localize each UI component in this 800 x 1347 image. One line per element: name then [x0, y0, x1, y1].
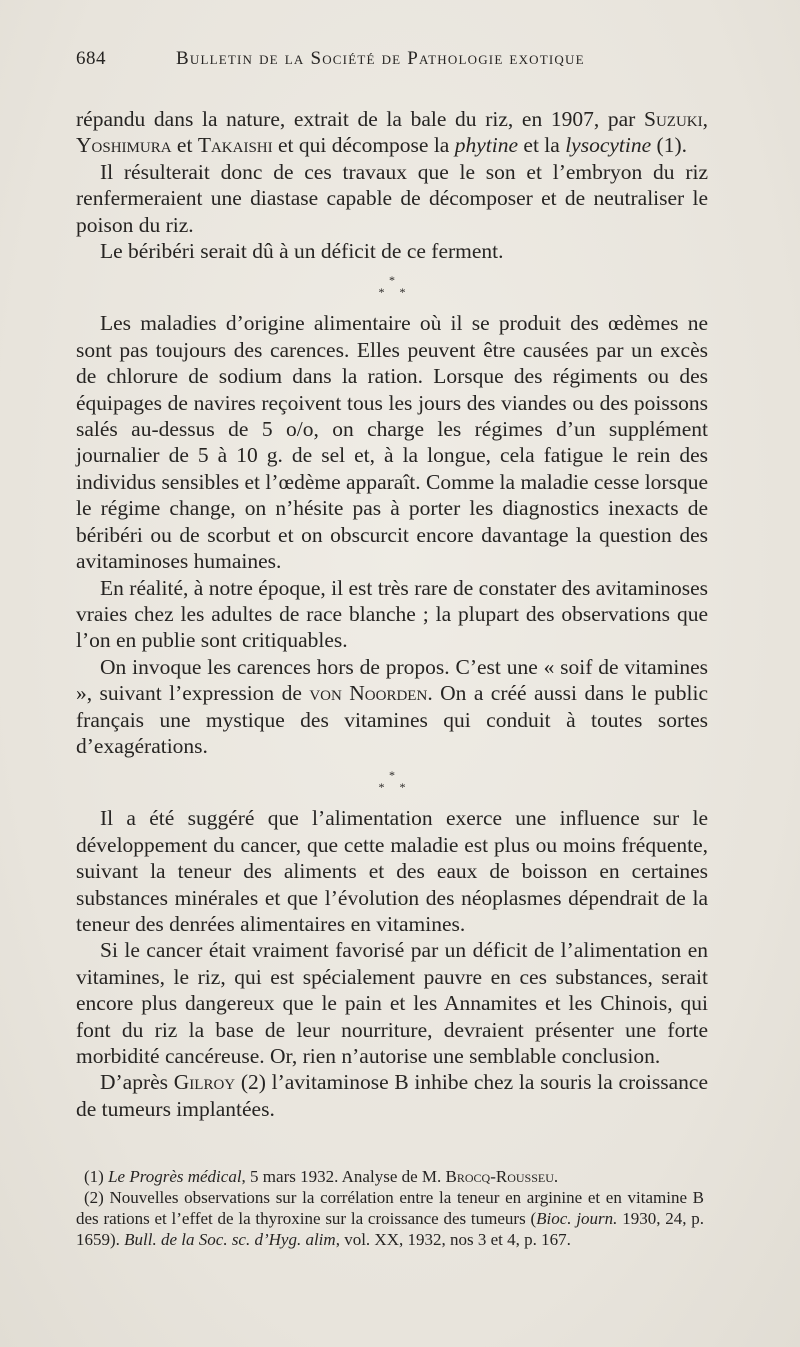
- term-phytine: phytine: [454, 133, 519, 158]
- paragraph-6-text-a: On invoque les carences hors de propos. C’est une « soif de vitamines », suivant l’expression de: [76, 654, 708, 706]
- term-lysocytine: lysocytine: [565, 133, 652, 158]
- footnote-2-text-a: Nouvelles observations sur la corrélation entre la teneur en arginine et en vitamine B des rations et l’effet de la thyroxine sur la croissance des tumeurs (: [76, 1188, 705, 1229]
- paragraph-1-text-b: et qui décompose la: [272, 133, 455, 158]
- footnote-1-author: Brocq-Rousseu: [445, 1167, 554, 1187]
- asterism-top: *: [389, 273, 395, 288]
- paragraph-4: Les maladies d’origine alimentaire où il se produit des œdèmes ne sont pas toujours des carences. Elles peuvent être causées par un excès de chlorure de sodium dans la ration. Lorsque des régiments ou des équipages de navires reçoivent tous les jours des viandes ou des poissons salés au-dessus de 5 o/o, on charge les régimes d’un supplément journalier de 5 à 10 g. de sel et, à la longue, cela fatigue le rein des individus sensibles et l’œdème apparaît. Comme la maladie cesse lorsque le régime change, on n’hésite pas à porter les diagnostics inexacts de béribéri ou de scorbut et on obscurcit encore davantage la question des avitaminoses humaines.: [76, 311, 708, 574]
- author-name-takaishi: Takaishi: [197, 133, 273, 158]
- paragraph-3: Le béribéri serait dû à un déficit de ce ferment.: [100, 239, 504, 264]
- paragraph-2: Il résulterait donc de ces travaux que le son et l’embryon du riz renfermeraient une diastase capable de décomposer et de neutraliser le poison du riz.: [76, 159, 708, 237]
- footnote-2-number: (2): [84, 1188, 110, 1208]
- footnote-1-text: , 5 mars 1932. Analyse de M.: [241, 1167, 446, 1187]
- footnote-2-text-b: 1930, 24, p. 1659).: [76, 1209, 705, 1250]
- page-header: [76, 48, 708, 88]
- footnotes: [76, 1166, 708, 1250]
- footnote-2: [76, 1187, 704, 1250]
- section-asterism-2: [76, 761, 708, 801]
- paragraph-9-text-b: (2) l’avitaminose B inhibe chez la souris la croissance de tumeurs implantées.: [76, 1070, 708, 1121]
- footnote-1-number: (1): [84, 1167, 109, 1187]
- paragraph-1-text-d: (1).: [651, 133, 687, 158]
- paragraph-1: [76, 106, 708, 159]
- footnote-1-title: Le Progrès médical: [108, 1167, 242, 1187]
- author-names: Suzuki, Yoshimura: [76, 107, 708, 158]
- footnote-2-journal-1: Bioc. journ.: [536, 1209, 618, 1229]
- footnote-2-text-c: , vol. XX, 1932, nos 3 et 4, p. 167.: [335, 1230, 571, 1250]
- body-text: [76, 106, 708, 1122]
- author-name-von-noorden: von Noorden: [309, 681, 428, 706]
- author-name-gilroy: Gilroy: [173, 1070, 236, 1095]
- paragraph-5: En réalité, à notre époque, il est très rare de constater des avitaminoses vraies chez les adultes de race blanche ; la plupart des observations que l’on en publie sont critiquables.: [76, 575, 708, 653]
- paragraph-6-text-b: . On a créé aussi dans le public français une mystique des vitamines qui conduit à toutes sortes d’exagérations.: [76, 681, 708, 758]
- paragraph-1-and: et: [171, 133, 198, 158]
- asterism-top: *: [389, 768, 395, 783]
- footnote-1: [76, 1166, 704, 1187]
- paragraph-7: Il a été suggéré que l’alimentation exerce une influence sur le développement du cancer, que cette maladie est plus ou moins fréquente, suivant la teneur des aliments et des eaux de boisson en certaines substances minérales et que l’évolution des néoplasmes dépendrait de la teneur des denrées alimentaires en vitamines.: [76, 806, 708, 936]
- footnote-1-end: .: [553, 1167, 559, 1187]
- paragraph-9-text-a: D’après: [100, 1070, 174, 1095]
- paragraph-1-text-a: répandu dans la nature, extrait de la bale du riz, en 1907, par: [76, 107, 636, 131]
- section-asterism: [76, 266, 708, 306]
- asterism-bottom: * *: [378, 780, 412, 795]
- footnote-2-journal-2: Bull. de la Soc. sc. d’Hyg. alim: [124, 1230, 336, 1250]
- paragraph-6: [76, 654, 708, 760]
- asterism-bottom: * *: [378, 285, 412, 300]
- paragraph-8: Si le cancer était vraiment favorisé par un déficit de l’alimentation en vitamines, le riz, qui est spécialement pauvre en ces substances, serait encore plus dangereux que le pain et les Annamites et les Chinois, qui font du riz la base de leur nourriture, devraient présenter une forte morbidité cancéreuse. Or, rien n’autorise une semblable conclusion.: [76, 938, 708, 1068]
- paragraph-1-text-c: et la: [518, 133, 566, 158]
- page-number: 684: [76, 48, 106, 69]
- running-head: Bulletin de la Société de Pathologie exotique: [176, 48, 585, 69]
- paragraph-9: [76, 1069, 708, 1122]
